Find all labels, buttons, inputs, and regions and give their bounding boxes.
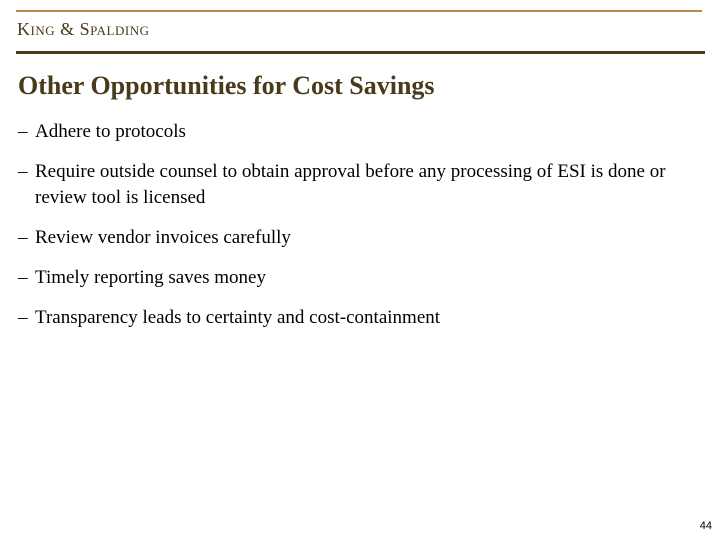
bullet-item [18, 305, 718, 331]
bullet-text: Adhere to protocols [35, 121, 186, 142]
bullet-item [18, 265, 718, 291]
bullet-dash: – [18, 121, 28, 142]
bullet-item [18, 119, 718, 145]
bullet-text: Timely reporting saves money [35, 267, 266, 288]
page-number: 44 [699, 520, 712, 532]
bullet-item [18, 159, 718, 211]
bullet-dash: – [18, 161, 28, 182]
header-rule [16, 51, 705, 54]
bullet-text: Transparency leads to certainty and cost-containment [35, 307, 441, 328]
top-rule [16, 10, 702, 12]
bullet-item [18, 225, 718, 251]
slide-title: Other Opportunities for Cost Savings [18, 71, 435, 100]
bullet-text: Require outside counsel to obtain approval before any processing of ESI is done or review tool is licensed [35, 161, 666, 208]
brand-logo-text: King & Spalding [17, 19, 150, 39]
bullet-dash: – [18, 307, 28, 328]
bullet-text: Review vendor invoices carefully [35, 227, 291, 248]
bullet-dash: – [18, 227, 28, 248]
bullet-dash: – [18, 267, 28, 288]
bullet-list [18, 119, 718, 331]
